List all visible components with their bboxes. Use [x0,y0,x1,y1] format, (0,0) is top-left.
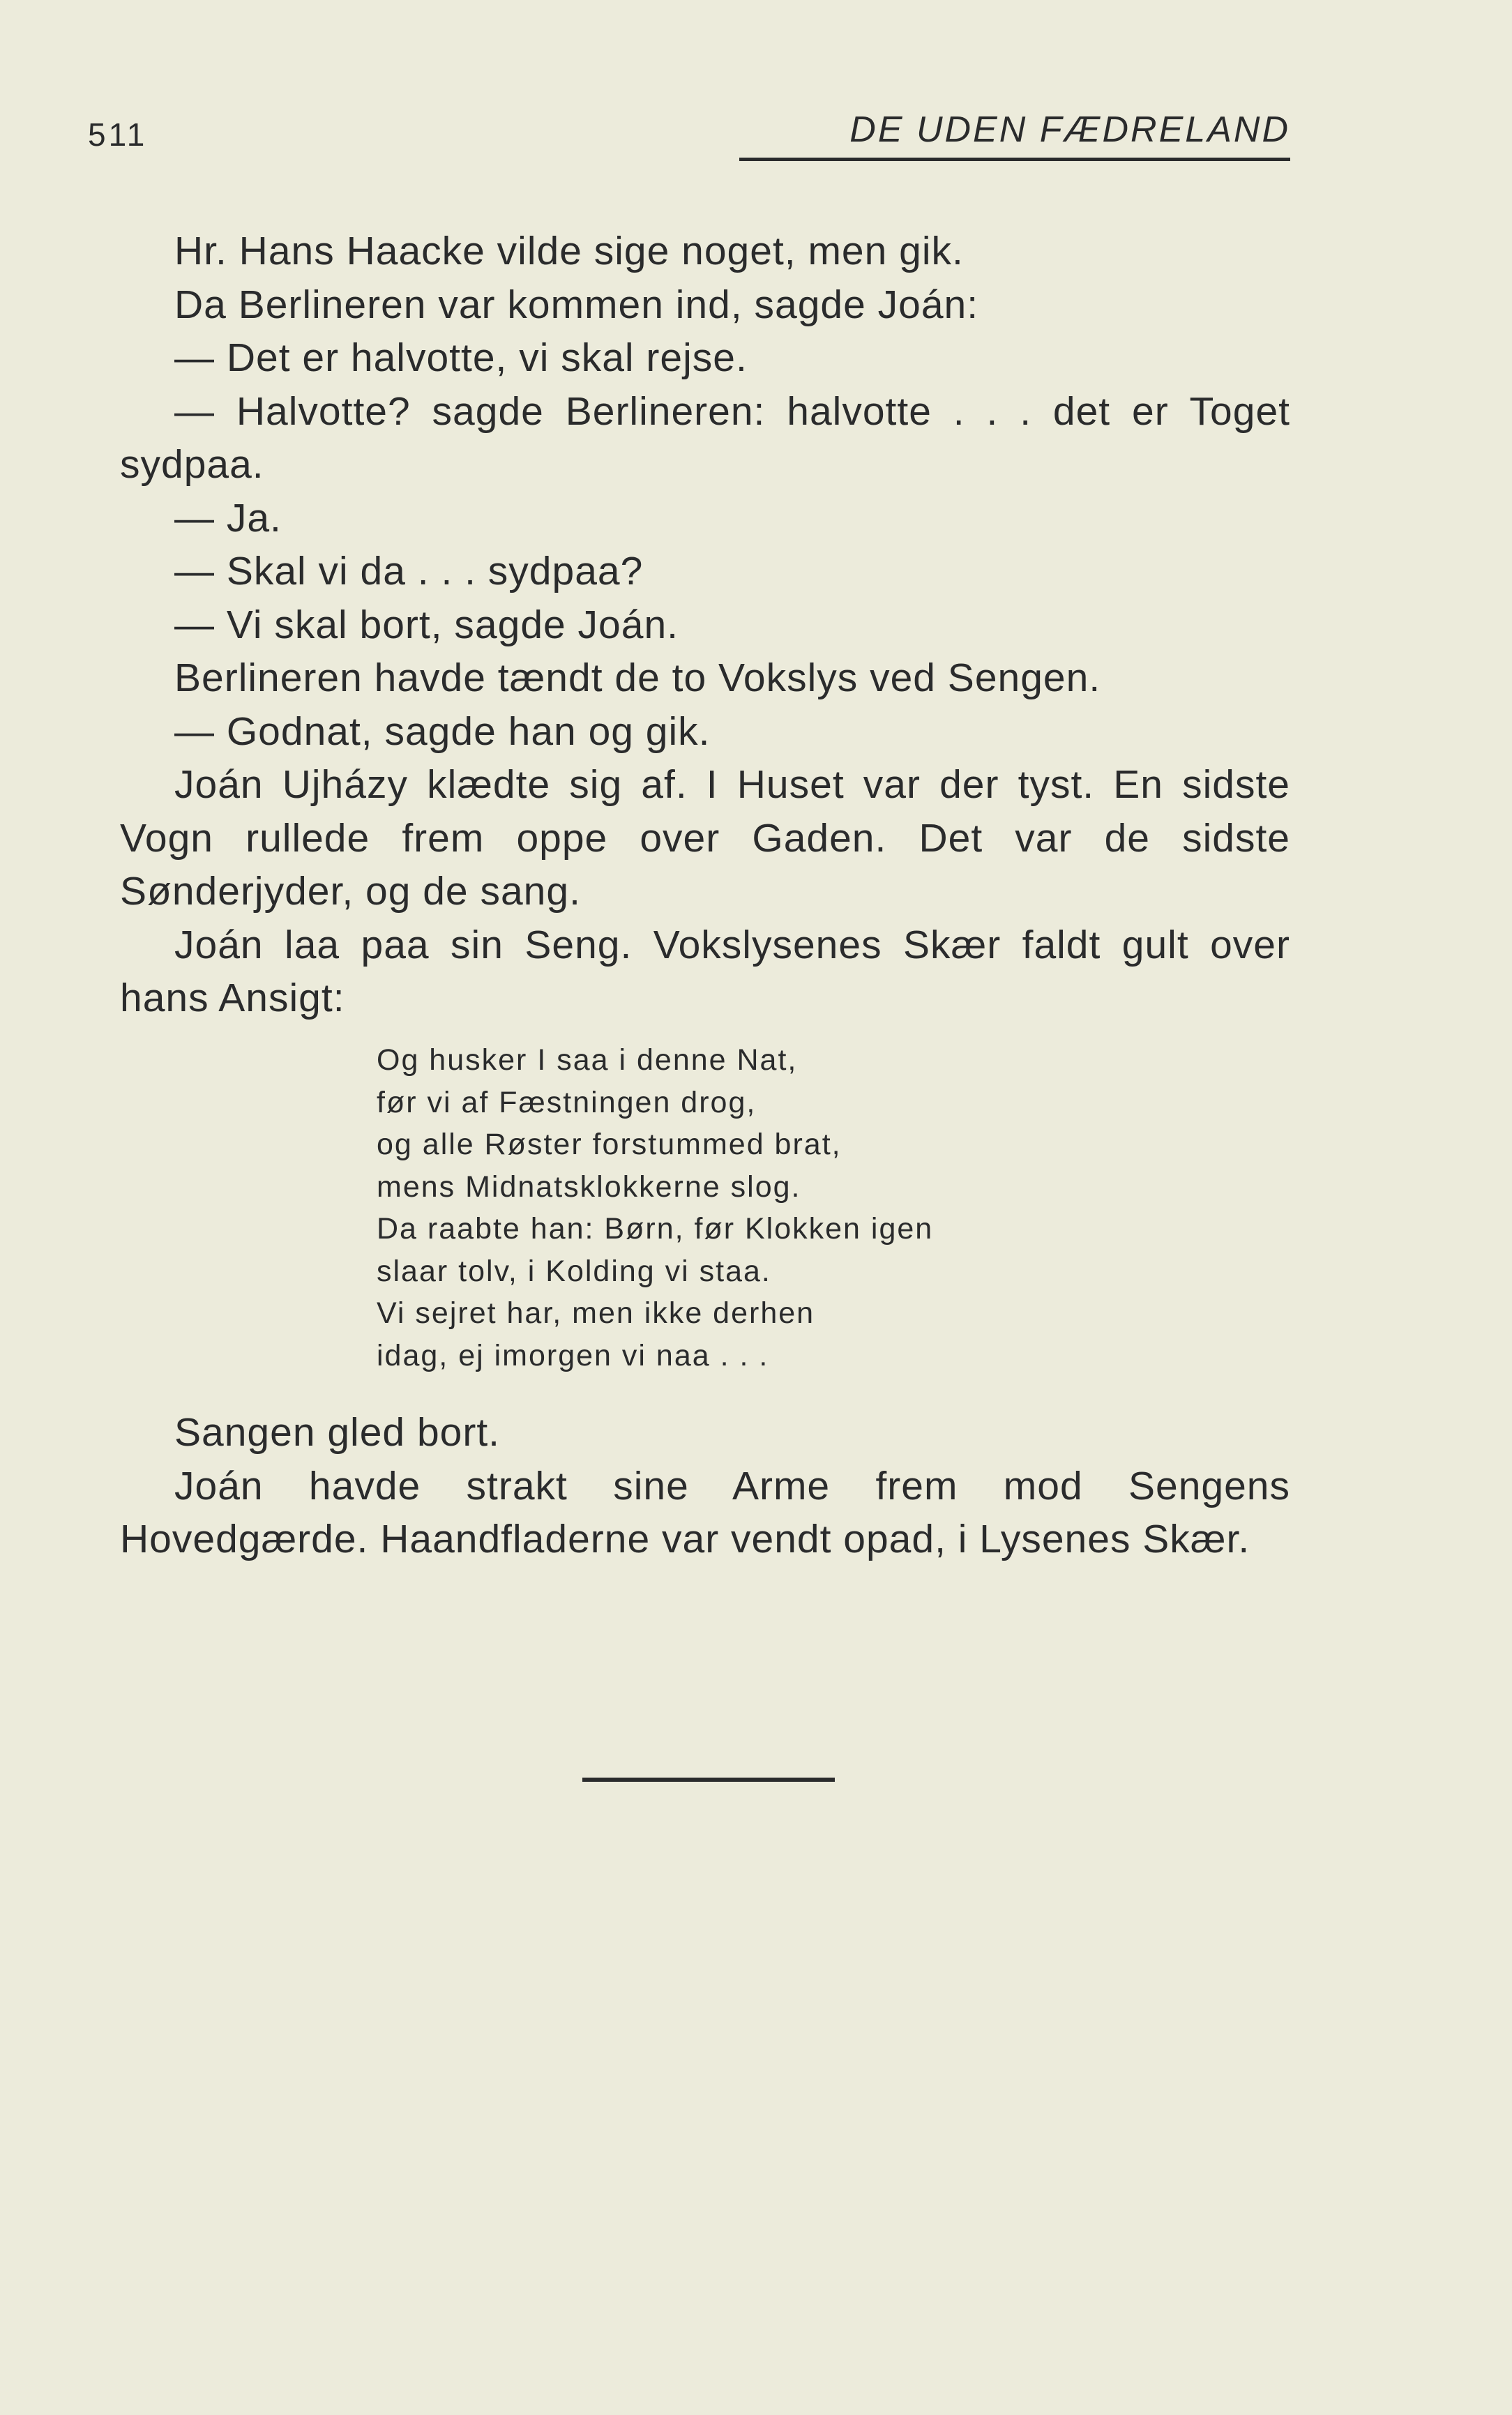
verse-line: mens Midnatsklokkerne slog. [377,1169,801,1204]
verse-line: og alle Røster forstummed brat, [377,1128,842,1161]
closing-text [120,1406,1290,1566]
paragraph: — Halvotte? sagde Berlineren: halvotte . . . det er Toget sydpaa. [120,388,1290,487]
page-number: 511 [88,116,148,153]
paragraph: Sangen gled bort. [174,1410,501,1455]
paragraph: Joán havde strakt sine Arme frem mod Sengens Hovedgærde. Haandfladerne var vendt opad, i Lysenes Skær. [120,1463,1290,1561]
verse-line: Og husker I saa i denne Nat, [377,1043,798,1077]
paragraph: Joán laa paa sin Seng. Vokslysenes Skær faldt gult over hans Ansigt: [120,922,1290,1020]
paragraph: — Ja. [174,495,282,540]
verse-line: før vi af Fæstningen drog, [377,1085,757,1119]
body-text [120,225,1290,1025]
header-rule [739,158,1290,161]
verse-line: Vi sejret har, men ikke derhen [377,1296,815,1330]
paragraph: Hr. Hans Haacke vilde sige noget, men gik. [174,229,964,273]
song-verse [377,1039,933,1377]
verse-line: idag, ej imorgen vi naa . . . [377,1338,769,1372]
paragraph: — Godnat, sagde han og gik. [174,709,711,754]
running-title: DE UDEN FÆDRELAND [849,109,1290,150]
verse-line: Da raabte han: Børn, før Klokken igen [377,1212,934,1246]
paragraph: — Skal vi da . . . sydpaa? [174,549,644,593]
chapter-end-rule [582,1778,835,1782]
paragraph: Da Berlineren var kommen ind, sagde Joán: [174,282,979,327]
paragraph: — Vi skal bort, sagde Joán. [174,602,679,647]
verse-line: slaar tolv, i Kolding vi staa. [377,1254,771,1288]
paragraph: Joán Ujházy klædte sig af. I Huset var der tyst. En sidste Vogn rullede frem oppe over Gaden. Det var de sidste Sønderjyder, og de sang. [120,762,1290,914]
paragraph: Berlineren havde tændt de to Vokslys ved Sengen. [174,656,1101,700]
paragraph: — Det er halvotte, vi skal rejse. [174,335,748,380]
